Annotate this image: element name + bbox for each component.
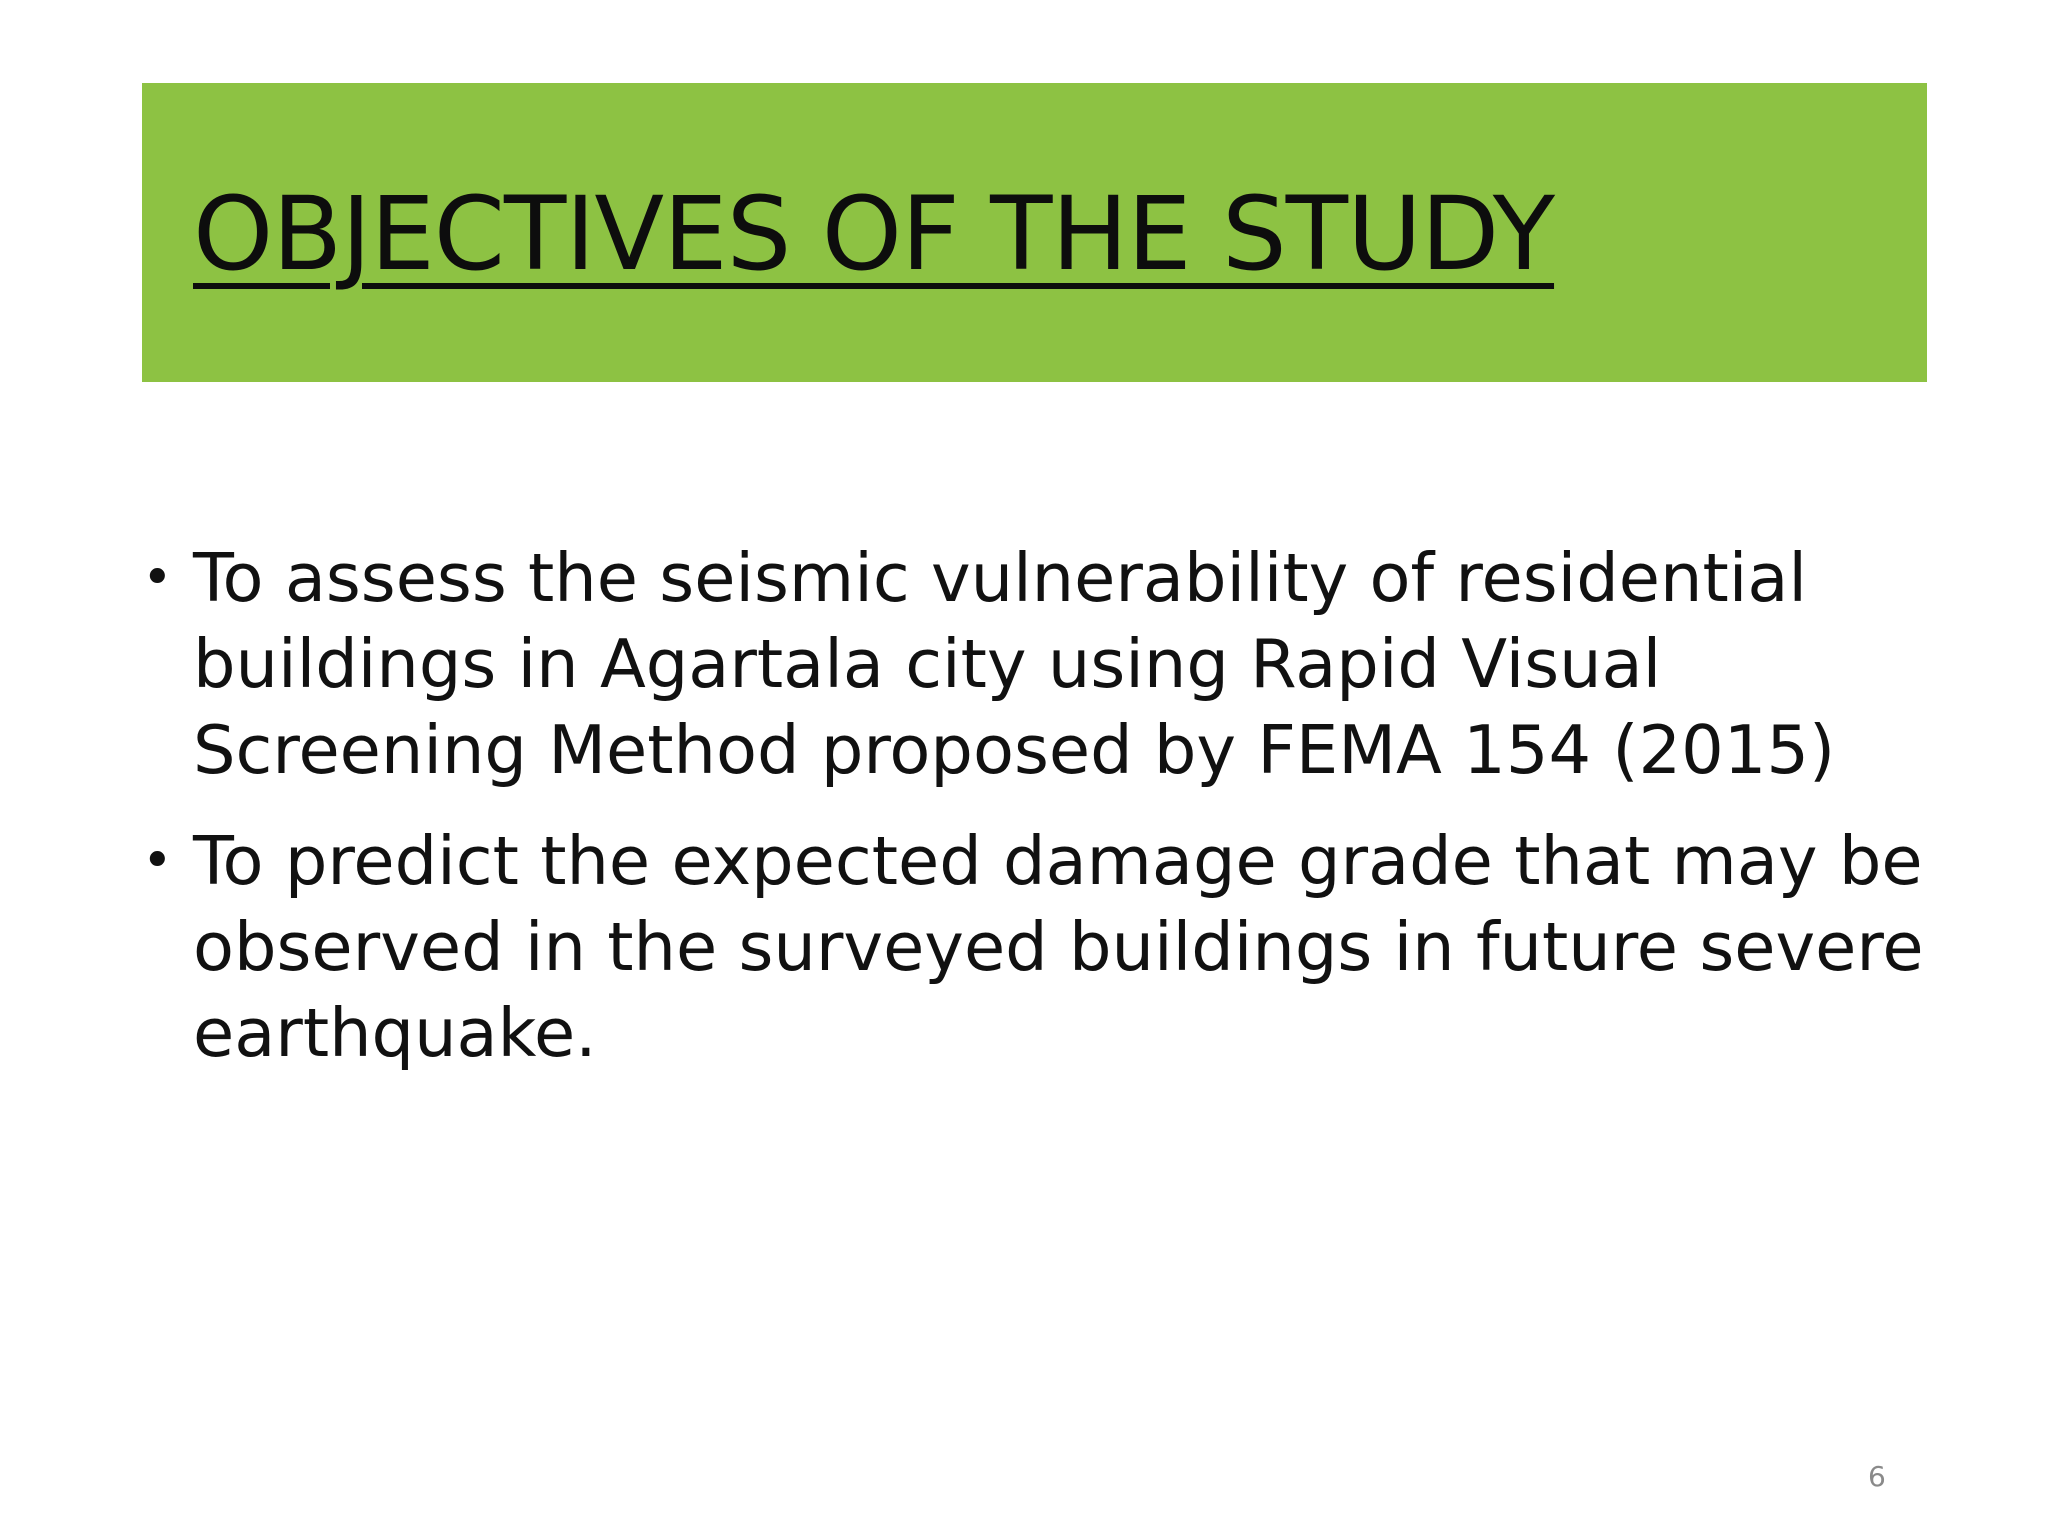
bullet-icon: • — [142, 831, 173, 891]
list-item — [142, 818, 1942, 1076]
slide-title: OBJECTIVES OF THE STUDY — [193, 175, 1555, 294]
bullet-icon: • — [142, 548, 173, 608]
title-banner — [142, 83, 1927, 382]
list-item — [142, 535, 1942, 793]
objectives-list — [142, 535, 1942, 1101]
bullet-text: To predict the expected damage grade that may be observed in the surveyed buildings in future severe earthquake. — [193, 822, 1924, 1072]
bullet-text: To assess the seismic vulnerability of residential buildings in Agartala city using Rapid Visual Screening Method proposed by FEMA 154 (2015) — [193, 539, 1836, 789]
page-number: 6 — [1868, 1460, 1886, 1493]
